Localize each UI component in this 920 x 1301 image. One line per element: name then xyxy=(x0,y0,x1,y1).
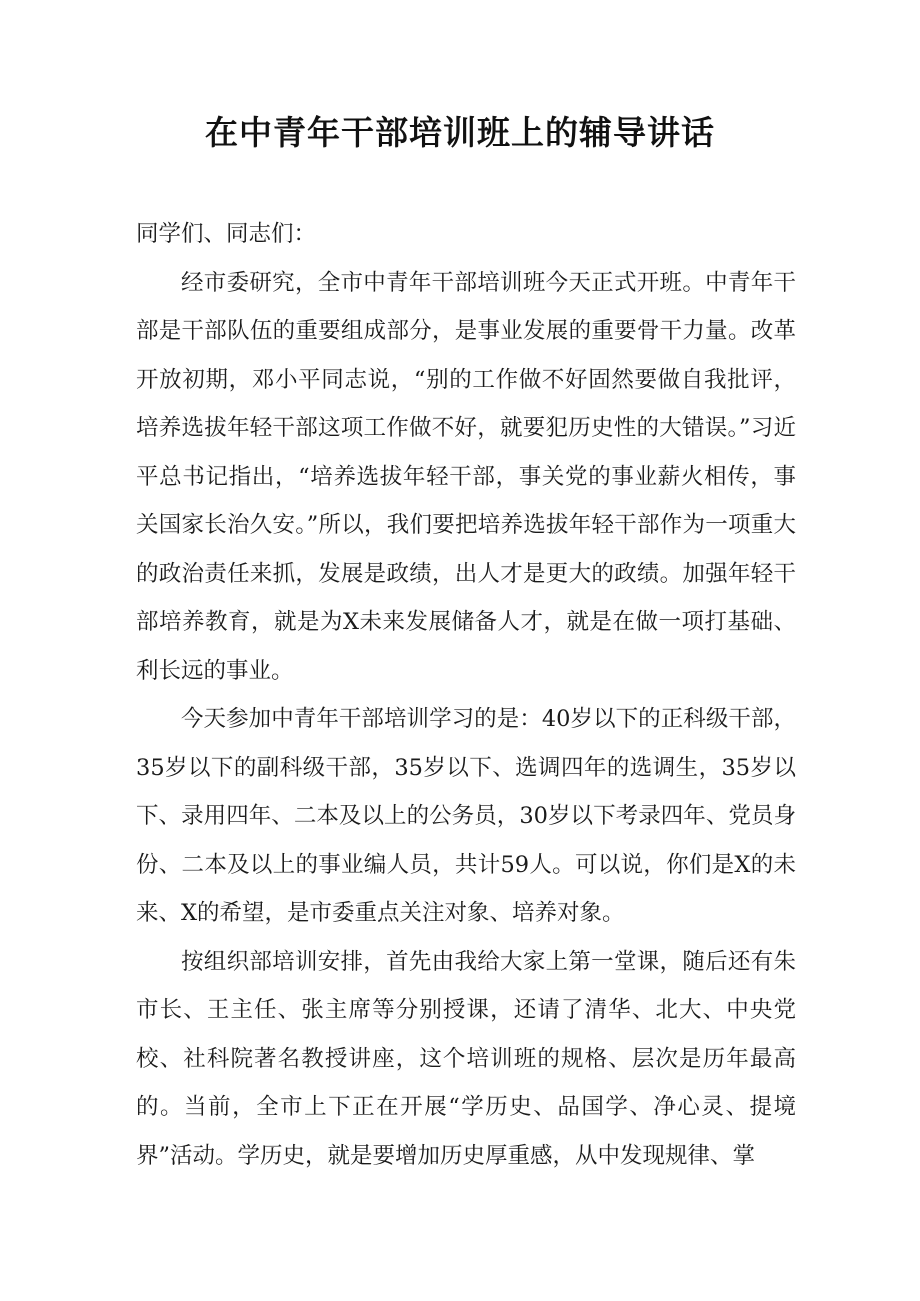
document-title: 在中青年干部培训班上的辅导讲话 xyxy=(205,113,715,152)
document-body xyxy=(136,210,796,1180)
salutation: 同学们、同志们： xyxy=(136,221,317,247)
paragraph-3: 按组织部培训安排，首先由我给大家上第一堂课，随后还有朱市长、王主任、张主席等分别授课，还请了清华、北大、中央党校、社科院著名教授讲座，这个培训班的规格、层次是历年最高的。当前，全市上下正在开展“学历史、品国学、净心灵、提境界”活动。学历史，就是要增加历史厚重感，从中发现规律、掌 xyxy=(136,948,796,1169)
paragraph-2: 今天参加中青年干部培训学习的是：40岁以下的正科级干部，35岁以下的副科级干部，35岁以下、选调四年的选调生，35岁以下、录用四年、二本及以上的公务员，30岁以下考录四年、党员身份、二本及以上的事业编人员，共计59人。可以说，你们是X的未来、X的希望，是市委重点关注对象、培养对象。 xyxy=(136,706,796,926)
paragraph-1: 经市委研究，全市中青年干部培训班今天正式开班。中青年干部是干部队伍的重要组成部分，是事业发展的重要骨干力量。改革开放初期，邓小平同志说，“别的工作做不好固然要做自我批评，培养选拔年轻干部这项工作做不好，就要犯历史性的大错误。”习近平总书记指出，“培养选拔年轻干部，事关党的事业薪火相传，事关国家长治久安。”所以，我们要把培养选拔年轻干部作为一项重大的政治责任来抓，发展是政绩，出人才是更大的政绩。加强年轻干部培养教育，就是为X未来发展储备人才，就是在做一项打基础、利长远的事业。 xyxy=(136,269,796,684)
